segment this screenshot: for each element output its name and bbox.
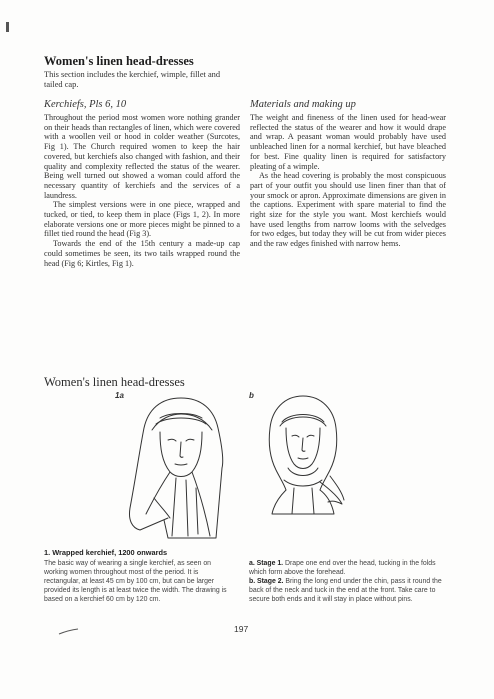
caption-stages [249,559,449,604]
caption-heading: 1. Wrapped kerchief, 1200 onwards [44,548,168,557]
materials-heading: Materials and making up [250,99,356,110]
kerchiefs-heading: Kerchiefs, Pls 6, 10 [44,99,127,110]
right-column [250,99,446,249]
stage-2-label: b. Stage 2. [249,578,284,585]
right-paragraph: As the head covering is probably the most conspicuous part of your outfit you should use linen finer than that of your smock or apron. Approximate dimensions are given in the captions. Experiment with spare material to find the right size for the style you want. Most kerchiefs would have used lengths from narrow looms with the selvedges for two edges, but today they will be cut from wider pieces and the raw edges finished with narrow hems. [250,171,446,249]
stage-2-text: Bring the long end under the chin, pass it round the back of the neck and tuck in the end at the front. Take care to secure both ends and it will stay in place without pins. [249,578,442,603]
caption-body: The basic way of wearing a single kerchief, as seen on working women throughout most of the period. It is rectangular, at least 45 cm by 100 cm, but can be larger provided its length is at least twice the width. The drawing is based on a kerchief 60 cm by 120 cm. [44,560,227,603]
figure-label-b: b [249,391,254,400]
figure-label-1a: 1a [115,391,124,400]
left-paragraph: Towards the end of the 15th century a made-up cap could sometimes be seen, its two tails wrapped round the head (Fig 6; Kirtles, Fig 1). [44,239,240,268]
stage-1-label: a. Stage 1. [249,560,284,567]
section-title: Women's linen head-dresses [44,54,194,68]
figures-title: Women's linen head-dresses [44,375,185,389]
stage-1-text: Drape one end over the head, tucking in the folds which form above the forehead. [249,560,436,576]
left-paragraph: The simplest versions were in one piece, wrapped and tucked, or tied, to keep them in place (Figs 1, 2). In more elaborate versions one or more pieces might be pinned to a fillet tied round the head (Fig 3). [44,200,240,239]
right-paragraph: The weight and fineness of the linen used for head-wear reflected the status of the wearer and how it would drape and wrap. A peasant woman would probably have used unbleached linen for a normal kerchief, but have bleached for best. Fine quality linen is required for satisfactory pleating of a wimple. [250,113,446,171]
pen-mark [58,628,80,636]
page-number: 197 [234,624,249,634]
left-paragraph: Throughout the period most women wore nothing grander on their heads than rectangles of linen, which were covered with a woollen veil or hood in colder weather (Surcotes, Fig 1). The Church required women to keep the hair covered, but kerchiefs also changed with fashion, and their quality and complexity reflected the status of the wearer. Being well turned out showed a woman could afford the necessary quantity of kerchiefs and the services of a laundress. [44,113,240,200]
caption-stage-1 [249,559,449,577]
page-edge-mark [6,22,9,32]
caption-stage-2 [249,577,449,604]
section-intro: This section includes the kerchief, wimple, fillet and tailed cap. [44,70,221,89]
kerchief-stage1-illustration [126,388,236,540]
left-column [44,99,240,268]
kerchief-stage2-illustration [258,392,348,522]
